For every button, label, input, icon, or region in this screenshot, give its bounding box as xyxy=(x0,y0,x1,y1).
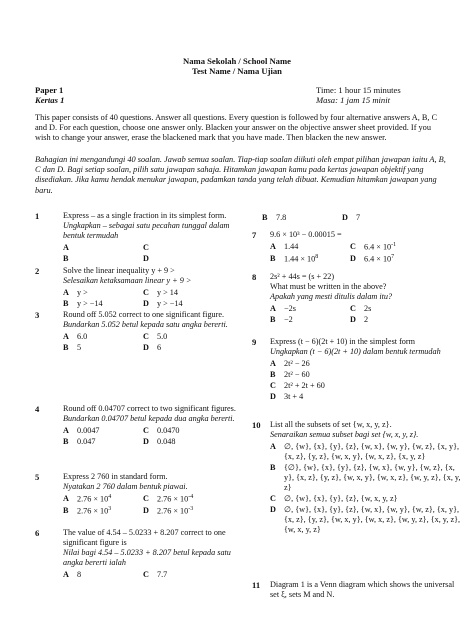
question-number: 10 xyxy=(252,420,261,430)
question-text: Diagram 1 is a Venn diagram which shows the universal set ξ, sets M and N. xyxy=(270,580,455,599)
question-number: 9 xyxy=(252,337,257,347)
option-label: B xyxy=(270,315,276,324)
option-d-base: 2.76 × 10 xyxy=(157,506,189,516)
question-text: Round off 0.04707 correct to two significant figures. xyxy=(63,404,236,413)
option-label: C xyxy=(143,494,149,503)
school-name: Nama Sekolah / School Name xyxy=(183,56,291,66)
test-name: Test Name / Nama Ujian xyxy=(192,66,282,76)
question-text-ms: Apakah yang mesti ditulis dalam itu? xyxy=(270,292,393,301)
option-label: B xyxy=(63,505,69,515)
question-number: 7 xyxy=(252,230,257,240)
option-label: B xyxy=(270,370,276,379)
option-b[interactable]: 2t² − 60 xyxy=(284,370,310,379)
question-text: Round off 5.052 correct to one significant figure. xyxy=(63,310,225,319)
option-c-base: 2.76 × 10 xyxy=(157,494,189,504)
option-b-exponent: 3 xyxy=(108,505,112,512)
question-text-ms: Bundarkan 0.04707 betul kepada dua angka bererti. xyxy=(63,414,235,423)
option-b-base: 2.76 × 10 xyxy=(77,506,109,516)
option-a[interactable]: y > xyxy=(77,288,88,297)
option-label: A xyxy=(270,242,276,251)
option-b-base: 1.44 × 10 xyxy=(284,254,316,264)
option-d-exponent: 7 xyxy=(391,253,395,260)
option-b-exponent: 8 xyxy=(315,253,319,260)
question-text: Express – as a single fraction in its simplest form. xyxy=(63,211,227,220)
option-a[interactable]: 2t² − 26 xyxy=(284,359,310,368)
option-label: C xyxy=(270,494,276,503)
option-label: C xyxy=(270,381,276,390)
option-c[interactable]: 5.0 xyxy=(157,332,168,341)
option-label: C xyxy=(143,332,149,341)
option-label: C xyxy=(143,243,149,252)
option-label: A xyxy=(63,243,69,252)
question-number: 11 xyxy=(252,580,261,590)
option-c-exponent: -4 xyxy=(188,494,194,500)
option-d[interactable] xyxy=(364,254,444,265)
option-label: D xyxy=(270,392,276,401)
option-label: B xyxy=(262,213,268,222)
question-number: 2 xyxy=(35,266,40,276)
question-text: Express 2 760 in standard form. xyxy=(63,472,168,481)
option-a[interactable]: 8 xyxy=(77,570,82,579)
option-label: C xyxy=(143,288,149,297)
option-label: B xyxy=(63,254,69,263)
option-d[interactable]: 6 xyxy=(157,343,162,352)
question-number: 4 xyxy=(35,404,40,414)
instructions-en: This paper consists of 40 questions. Answer all questions. Every question is followed by four alternative answers A, B, C and D. For each question, choose one answer only. Blacken your answer on the objective answer sheet provided. If you wish to change your answer, erase the blackened mark that you have made. Then blacken the new answer. xyxy=(35,113,438,143)
option-b[interactable]: 5 xyxy=(77,343,82,352)
option-d[interactable] xyxy=(157,254,237,264)
option-label: A xyxy=(63,288,69,297)
question-number: 5 xyxy=(35,472,40,482)
option-c[interactable]: 0.0470 xyxy=(157,426,180,435)
option-c[interactable]: 7.7 xyxy=(157,570,168,579)
question-text: The value of 4.54 – 5.0233 + 8.207 correct to one significant figure is xyxy=(63,528,226,547)
option-a[interactable]: ∅, {w}, {x}, {y}, {z}, {w, x}, {w, y}, {w, z}, {x, y}, {x, z}, {y, z}, {w, x, y}, {w, x, z}, {x, y, z} xyxy=(284,442,460,461)
option-b[interactable] xyxy=(77,506,143,517)
option-d[interactable]: 0.048 xyxy=(157,437,176,446)
option-a[interactable]: −2s xyxy=(284,304,296,313)
option-label: A xyxy=(270,442,276,451)
time-label: Time: 1 hour 15 minutes xyxy=(316,85,401,95)
option-a[interactable] xyxy=(77,243,143,253)
option-label: D xyxy=(270,505,276,514)
option-label: A xyxy=(63,332,69,341)
option-label: D xyxy=(143,437,149,446)
paper-title-ms: Kertas 1 xyxy=(35,95,65,105)
option-c[interactable] xyxy=(157,243,237,253)
option-b[interactable] xyxy=(77,254,143,264)
option-d-exponent: -3 xyxy=(188,505,194,512)
option-label: B xyxy=(63,437,69,446)
option-label: D xyxy=(143,343,149,352)
question-text: List all the subsets of set {w, x, y, z}. xyxy=(270,420,392,429)
question-number: 1 xyxy=(35,211,40,221)
option-label: D xyxy=(342,213,348,222)
option-label: C xyxy=(143,570,149,579)
option-c[interactable]: ∅, {w}, {x}, {y}, {z}, {w, x, y, z} xyxy=(284,494,398,503)
question-text-ms: Nyatakan 2 760 dalam bentuk piawai. xyxy=(63,482,188,491)
option-c[interactable]: 2t² + 2t + 60 xyxy=(284,381,325,390)
option-label: A xyxy=(63,494,69,503)
question-text-ms: Ungkapkan – sebagai satu pecahan tunggal dalam bentuk termudah xyxy=(63,221,230,240)
option-d[interactable]: ∅, {w}, {x}, {y}, {z}, {w, x}, {w, y}, {w, z}, {x, y}, {x, z}, {y, z}, {w, x, y}, {w, x, z}, {w, y, z}, {x, y, z}, {w, x, y, z} xyxy=(284,505,461,534)
question-text: What must be written in the above? xyxy=(270,282,387,291)
question-text: Solve the linear inequality y + 9 > xyxy=(63,266,175,275)
option-label: B xyxy=(270,253,276,263)
option-label: C xyxy=(350,242,356,251)
question-text-ms: Ungkapkan (t − 6)(2t + 10) dalam bentuk termudah xyxy=(270,347,441,356)
option-c-exponent: -1 xyxy=(391,242,397,248)
question-text-ms: Selesaikan ketaksamaan linear y + 9 > xyxy=(63,276,192,285)
option-b[interactable]: 7.8 xyxy=(276,213,287,222)
option-label: A xyxy=(63,570,69,579)
option-label: D xyxy=(350,315,356,324)
question-text-ms: Senaraikan semua subset bagi set {w, x, y, z}. xyxy=(270,430,419,439)
option-b[interactable]: y > −14 xyxy=(77,299,103,308)
option-label: A xyxy=(270,304,276,313)
option-c-base: 6.4 × 10 xyxy=(364,242,392,252)
option-label: B xyxy=(63,299,69,308)
option-label: C xyxy=(350,304,356,313)
option-b[interactable] xyxy=(284,254,350,265)
option-a[interactable]: 0.0047 xyxy=(77,426,100,435)
option-c[interactable] xyxy=(364,242,444,253)
question-text-ms: Bundarkan 5.052 betul kepada satu angka bererti. xyxy=(63,320,228,329)
paper-title: Paper 1 xyxy=(35,85,64,95)
option-d-base: 6.4 × 10 xyxy=(364,254,392,264)
option-label: B xyxy=(270,463,276,472)
option-label: C xyxy=(143,426,149,435)
question-number: 3 xyxy=(35,310,40,320)
option-a-base: 2.76 × 10 xyxy=(77,494,109,504)
option-c[interactable] xyxy=(157,494,237,505)
option-c[interactable]: 2s xyxy=(364,304,372,313)
option-label: D xyxy=(350,253,356,263)
option-b[interactable]: 0.047 xyxy=(77,437,96,446)
option-label: A xyxy=(63,426,69,435)
option-b[interactable]: −2 xyxy=(284,315,293,324)
option-label: B xyxy=(63,343,69,352)
instructions-ms: Bahagian ini mengandungi 40 soalan. Jawab semua soalan. Tiap-tiap soalan diikuti oleh empat pilihan jawapan iaitu A, B, C dan D. Bagi setiap soalan, pilih satu jawapan sahaja. Hitamkan jawapan kamu pada kertas jawapan objektif yang disediakan. Jika kamu hendak menukar jawapan, padamkan tanda yang telah dibuat. Kemudian hitamkan jawapan yang baru. xyxy=(35,155,446,195)
time-label-ms: Masa: 1 jam 15 minit xyxy=(316,95,390,105)
question-formula: 2s² + 44s = (s + 22) xyxy=(270,272,335,281)
option-label: A xyxy=(270,359,276,368)
option-d[interactable]: 3t + 4 xyxy=(284,392,304,401)
question-text: 9.6 × 10³ − 0.00015 = xyxy=(270,230,342,239)
option-c[interactable]: y > 14 xyxy=(157,288,178,297)
question-text-ms: Nilai bagi 4.54 – 5.0233 + 8.207 betul kepada satu angka bererti ialah xyxy=(63,548,231,567)
option-d[interactable]: 7 xyxy=(356,213,361,222)
option-a[interactable] xyxy=(77,494,143,505)
option-d[interactable] xyxy=(157,506,237,517)
question-number: 6 xyxy=(35,528,40,538)
option-label: D xyxy=(143,254,149,263)
option-label: D xyxy=(143,505,149,515)
question-text: Express (t − 6)(2t + 10) in the simplest form xyxy=(270,337,415,346)
option-a[interactable]: 6.0 xyxy=(77,332,88,341)
option-a-exponent: 4 xyxy=(108,494,112,500)
option-label: D xyxy=(143,299,149,308)
question-number: 8 xyxy=(252,272,257,282)
option-d[interactable]: y > −14 xyxy=(157,299,183,308)
option-d[interactable]: 2 xyxy=(364,315,369,324)
option-a[interactable]: 1.44 xyxy=(284,242,299,251)
option-b[interactable]: {∅}, {w}, {x}, {y}, {z}, {w, x}, {w, y}, {w, z}, {x, y}, {x, z}, {y, z}, {w, x, y}, {w, x, z}, {w, y, z}, {x, y, z} xyxy=(284,463,461,492)
